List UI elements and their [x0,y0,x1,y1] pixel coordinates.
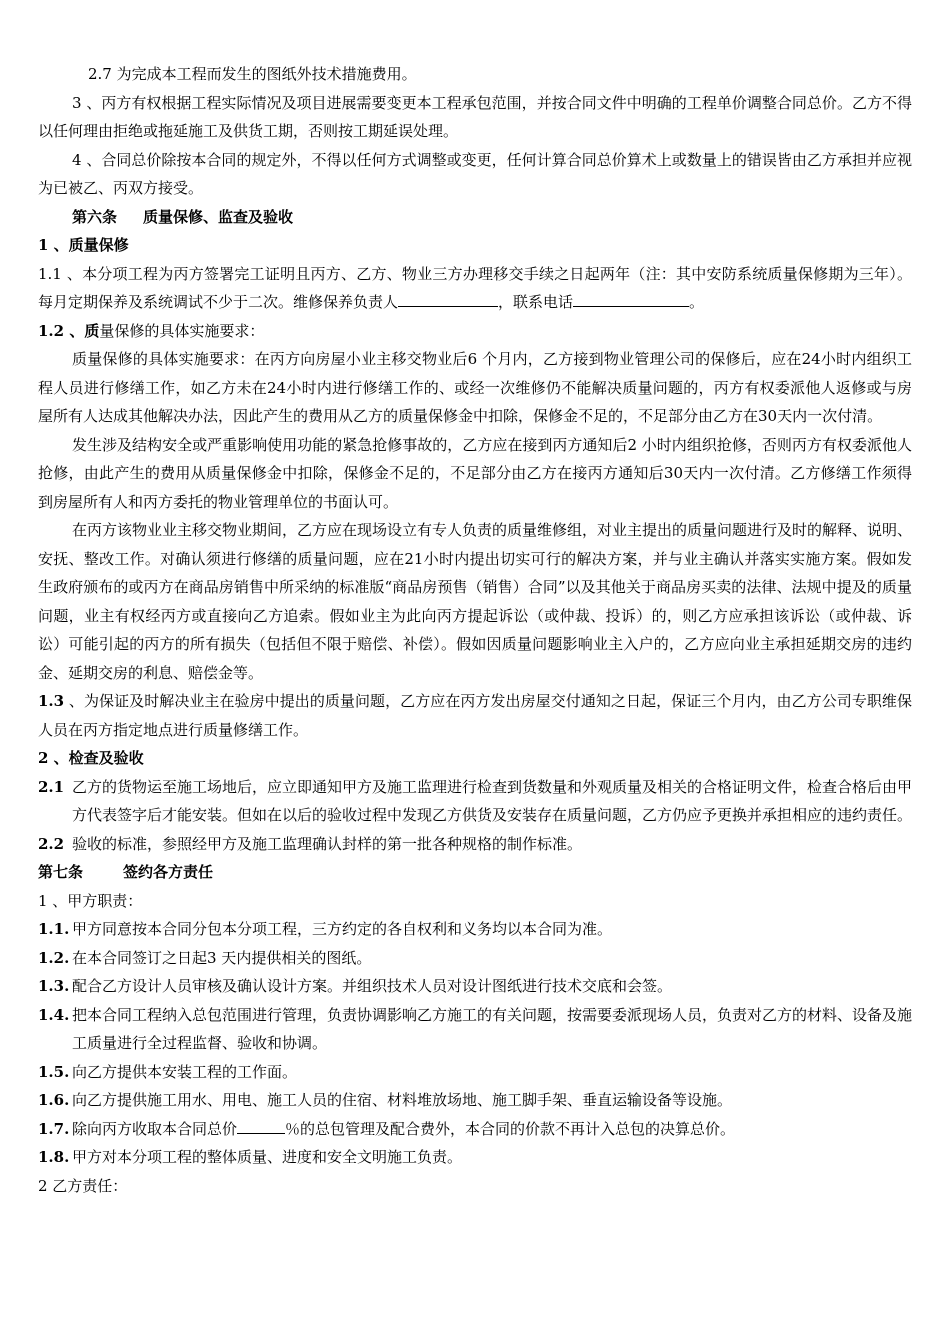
duty-1-6-text: 向乙方提供施工用水、用电、施工人员的住宿、材料堆放场地、施工脚手架、垂直运输设备等设施。 [72,1091,733,1109]
warranty-paragraph-2: 发生涉及结构安全或严重影响使用功能的紧急抢修事故的，乙方应在接到丙方通知后2 小时内组织抢修，否则丙方有权委派他人抢修，由此产生的费用从质量保修金中扣除，保修金不足的，不足部分由乙方在接丙方通知后30天内一次付清。乙方修缮工作须得到房屋所有人和丙方委托的物业管理单位的书面认可。 [38,435,912,511]
phone-blank [573,292,689,307]
article-6-number: 第六条 [72,207,118,226]
article-7-heading [38,858,912,887]
duty-1-7-text: 除向丙方收取本合同总价 [72,1119,238,1138]
clause-1-3 [38,687,912,744]
clause-2-1-number: 2.1 [38,777,65,796]
clause-2-2-number: 2.2 [38,834,65,853]
duty-1-4 [38,1001,912,1058]
duty-1-3 [38,972,912,1001]
maintenance-owner-blank [398,292,498,307]
clause-1-2-number: 1.2 、质 [38,321,100,340]
duty-1-8-number: 1.8. [38,1148,70,1166]
clause-2-1-text: 乙方的货物运至施工场地后，应立即通知甲方及施工监理进行检查到货数量和外观质量及相关的合格证明文件，检查合格后由甲方代表签字后才能安装。但如在以后的验收过程中发现乙方供货及安装存在质量问题，乙方仍应予更换并承担相应的违约责任。 [72,777,913,824]
clause-4: 4 、合同总价除按本合同的规定外，不得以任何方式调整或变更，任何计算合同总价算术上或数量上的错误皆由乙方承担并应视为已被乙、丙双方接受。 [38,150,912,197]
article-7-title: 签约各方责任 [123,863,214,881]
duty-1-1 [38,915,912,944]
duty-1-3-text: 配合乙方设计人员审核及确认设计方案。并组织技术人员对设计图纸进行技术交底和会签。 [72,977,673,995]
duty-1-7 [38,1115,912,1144]
duty-1-2-number: 1.2. [38,948,70,967]
article-6-heading [38,203,912,232]
clause-1-1-phone-label: ，联系电话 [498,293,574,311]
clause-1-3-text: 、为保证及时解决业主在验房中提出的质量问题，乙方应在丙方发出房屋交付通知之日起，保证三个月内，由乙方公司专职维保人员在丙方指定地点进行质量修缮工作。 [38,692,912,739]
clause-1-1-text: 1.1 、本分项工程为丙方签署完工证明且丙方、乙方、物业三方办理移交手续之日起两年（注：其中安防系统质量保修期为三年）。每月定期保养及系统调试不少于二次。维修保养负责人 [38,264,912,311]
duty-1-6-number: 1.6. [38,1091,70,1109]
duty-1-6 [38,1086,912,1115]
duty-1-7-text-end: ％的总包管理及配合费外，本合同的价款不再计入总包的决算总价。 [285,1119,736,1138]
duty-1-5-number: 1.5. [38,1062,70,1081]
clause-2-2-text: 验收的标准，参照经甲方及施工监理确认封样的第一批各种规格的制作标准。 [72,834,583,853]
warranty-paragraph-3: 在丙方该物业业主移交物业期间，乙方应在现场设立有专人负责的质量维修组，对业主提出的质量问题进行及时的解释、说明、安抚、整改工作。对确认须进行修缮的质量问题，应在21小时内提出切实可行的解决方案，并与业主确认并落实实施方案。假如发生政府颁布的或丙方在商品房销售中所采纳的标准版“商品房预售（销售）合同”以及其他关于商品房买卖的法律、法规中提及的质量问题，业主有权经丙方或直接向乙方追索。假如业主为此向丙方提起诉讼（或仲裁、投诉）的，则乙方应承担该诉讼（或仲裁、诉讼）可能引起的丙方的所有损失（包括但不限于赔偿、补偿）。假如因质量问题影响业主入户的，乙方应向业主承担延期交房的违约金、延期交房的利息、赔偿金等。 [38,521,913,682]
percentage-blank [237,1119,285,1134]
clause-3: 3 、丙方有权根据工程实际情况及项目进展需要变更本工程承包范围，并按合同文件中明确的工程单价调整合同总价。乙方不得以任何理由拒绝或拖延施工及供货工期，否则按工期延误处理。 [38,93,912,140]
duty-1-4-text: 把本合同工程纳入总包范围进行管理，负责协调影响乙方施工的有关问题，按需要委派现场人员，负责对乙方的材料、设备及施工质量进行全过程监督、验收和协调。 [72,1005,913,1052]
duty-1-2 [38,944,912,973]
clause-2-1 [38,773,912,830]
duty-1-3-number: 1.3. [38,977,70,995]
clause-1-2-text: 量保修的具体实施要求： [99,321,265,340]
article-7-number: 第七条 [38,863,84,881]
party-a-duties-heading: 1 、甲方职责： [38,891,143,910]
article-6-title: 质量保修、监查及验收 [143,207,294,226]
document-page [38,60,912,1200]
duty-1-7-number: 1.7. [38,1119,70,1138]
duty-1-5 [38,1058,912,1087]
duty-1-4-number: 1.4. [38,1005,70,1024]
duty-1-1-number: 1.1. [38,920,70,938]
duty-1-8-text: 甲方对本分项工程的整体质量、进度和安全文明施工负责。 [72,1148,463,1166]
clause-1-2 [38,317,912,346]
duty-1-8 [38,1143,912,1172]
duty-1-5-text: 向乙方提供本安装工程的工作面。 [72,1062,298,1081]
duty-1-2-text: 在本合同签订之日起3 天内提供相关的图纸。 [72,948,372,967]
clause-1-1 [38,260,912,317]
clause-2-7: 2.7 为完成本工程而发生的图纸外技术措施费用。 [88,65,417,83]
party-b-duties-heading: 2 乙方责任： [38,1176,128,1195]
clause-1-3-number: 1.3 [38,692,65,710]
duty-1-1-text: 甲方同意按本合同分包本分项工程，三方约定的各自权利和义务均以本合同为准。 [72,920,613,938]
warranty-paragraph-1: 质量保修的具体实施要求：在丙方向房屋小业主移交物业后6 个月内，乙方接到物业管理公司的保修后，应在24小时内组织工程人员进行修缮工作，如乙方未在24小时内进行修缮工作的、或经一次维修仍不能解决质量问题的，丙方有权委派他人返修或与房屋所有人达成其他解决办法，因此产生的费用从乙方的质量保修金中扣除，保修金不足的，不足部分由乙方在30天内一次付清。 [38,350,912,425]
section-quality-warranty: 1 、质量保修 [38,236,129,254]
section-inspection-acceptance: 2 、检查及验收 [38,749,144,767]
clause-1-1-end: 。 [689,293,705,311]
clause-2-2 [38,830,912,859]
